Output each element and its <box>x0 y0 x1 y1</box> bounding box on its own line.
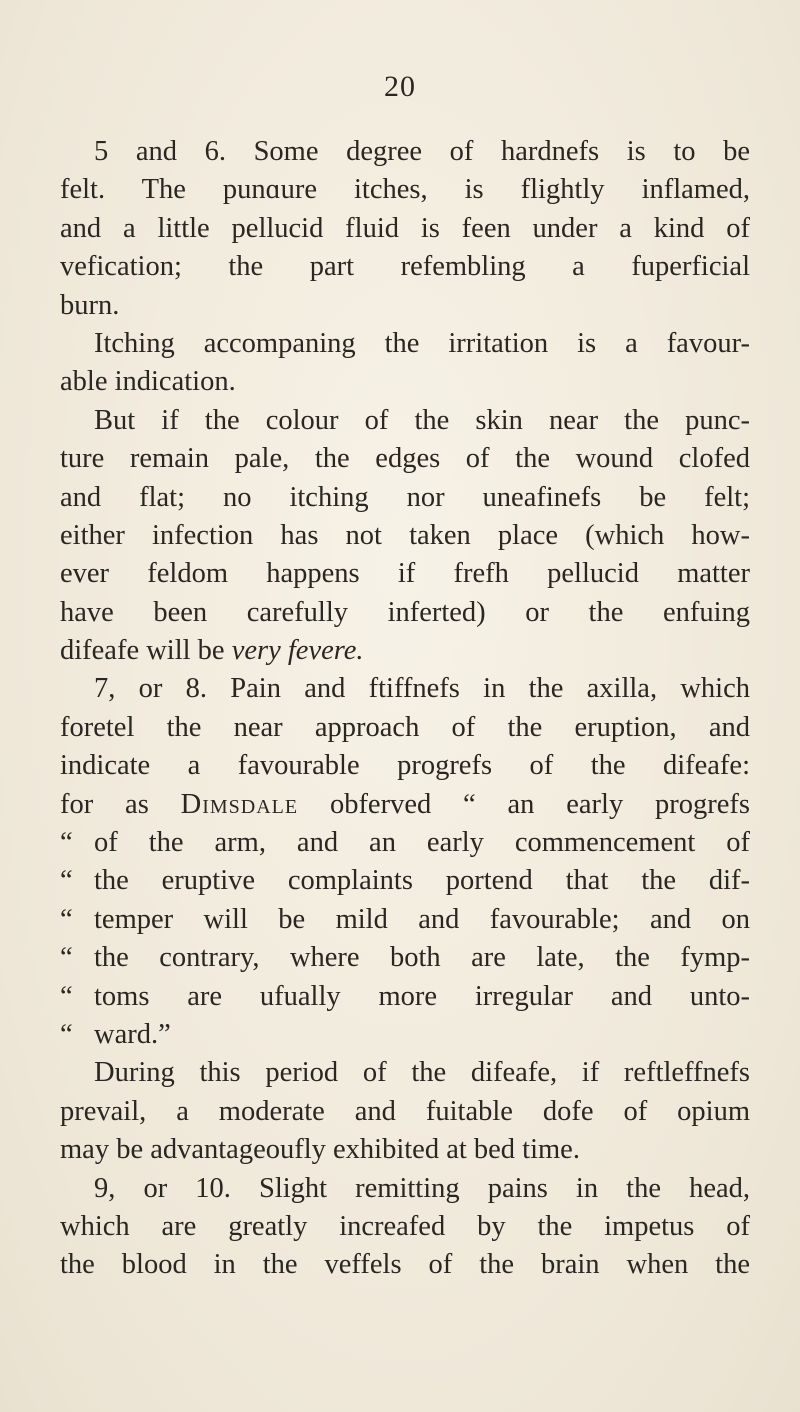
text-line <box>60 824 750 862</box>
line-text: the contrary, where both are late, the fymp- <box>94 942 750 974</box>
line-text: and flat; no itching nor uneafinefs be felt; <box>60 481 750 513</box>
text-line <box>60 862 750 900</box>
text-line <box>60 901 750 939</box>
text-line <box>60 1093 750 1131</box>
line-text: the eruptive complaints portend that the dif- <box>94 865 750 897</box>
line-text: indicate a favourable progrefs of the difeafe: <box>60 750 750 782</box>
text-line <box>60 402 750 440</box>
text-line <box>60 1208 750 1246</box>
text-line <box>60 1016 750 1054</box>
line-text: difeafe will be <box>60 635 225 667</box>
text-line <box>60 555 750 593</box>
line-text: able indication. <box>60 366 236 398</box>
text-line <box>60 479 750 517</box>
line-text: ever feldom happens if frefh pellucid matter <box>60 558 750 590</box>
body-text <box>60 133 750 1285</box>
text-line <box>60 1131 750 1169</box>
text-line <box>60 632 750 670</box>
line-text: prevail, a moderate and fuitable dofe of opium <box>60 1095 750 1127</box>
text-line <box>60 287 750 325</box>
line-text: of the arm, and an early commencement of <box>94 827 750 859</box>
line-text: 7, or 8. Pain and ftiffnefs in the axilla, which <box>94 673 750 705</box>
line-text: ture remain pale, the edges of the wound clofed <box>60 443 750 475</box>
text-line <box>60 325 750 363</box>
line-text: which are greatly increafed by the impetus of <box>60 1210 750 1242</box>
line-text: During this period of the difeafe, if reftleffnefs <box>94 1057 750 1089</box>
quote-mark: “ <box>60 942 73 974</box>
line-text: But if the colour of the skin near the punc- <box>94 404 750 436</box>
text-line <box>60 210 750 248</box>
line-text: for as <box>60 788 149 820</box>
line-text-tail: obferved “ an early progrefs <box>329 788 750 820</box>
line-text: foretel the near approach of the eruption, and <box>60 711 750 743</box>
line-text: burn. <box>60 289 120 321</box>
text-line <box>60 171 750 209</box>
quote-mark: “ <box>60 827 73 859</box>
line-text: either infection has not taken place (which how- <box>60 519 750 551</box>
text-line <box>60 786 750 824</box>
text-line <box>60 670 750 708</box>
text-line <box>60 594 750 632</box>
text-line <box>60 440 750 478</box>
text-line <box>60 133 750 171</box>
line-text: toms are ufually more irregular and unto- <box>94 980 750 1012</box>
line-text: and a little pellucid fluid is feen under a kind of <box>60 212 750 244</box>
text-line <box>60 248 750 286</box>
author-name: Dimsdale <box>180 788 299 820</box>
page-number: 20 <box>384 70 416 103</box>
quote-mark: “ <box>60 1018 73 1050</box>
line-text: may be advantageoufly exhibited at bed time. <box>60 1134 580 1166</box>
text-line <box>60 363 750 401</box>
line-text: ward.” <box>94 1018 171 1050</box>
text-line <box>60 1054 750 1092</box>
line-text: 5 and 6. Some degree of hardnefs is to be <box>94 136 750 167</box>
text-line <box>60 747 750 785</box>
emphasis-text: very fevere. <box>231 635 364 667</box>
line-text: 9, or 10. Slight remitting pains in the head, <box>94 1172 750 1204</box>
line-text: temper will be mild and favourable; and on <box>94 903 750 935</box>
line-text: felt. The punɑure itches, is flightly inflamed, <box>60 174 750 206</box>
line-text: vefication; the part refembling a fuperficial <box>60 251 750 283</box>
text-line <box>60 709 750 747</box>
text-line <box>60 1246 750 1284</box>
line-text: have been carefully inferted) or the enfuing <box>60 596 750 628</box>
quote-mark: “ <box>60 865 73 897</box>
text-line <box>60 978 750 1016</box>
text-line <box>60 517 750 555</box>
line-text: Itching accompaning the irritation is a favour- <box>94 327 750 359</box>
quote-mark: “ <box>60 980 73 1012</box>
text-line <box>60 939 750 977</box>
line-text: the blood in the veffels of the brain when the <box>60 1249 750 1281</box>
quote-mark: “ <box>60 903 73 935</box>
text-line <box>60 1170 750 1208</box>
